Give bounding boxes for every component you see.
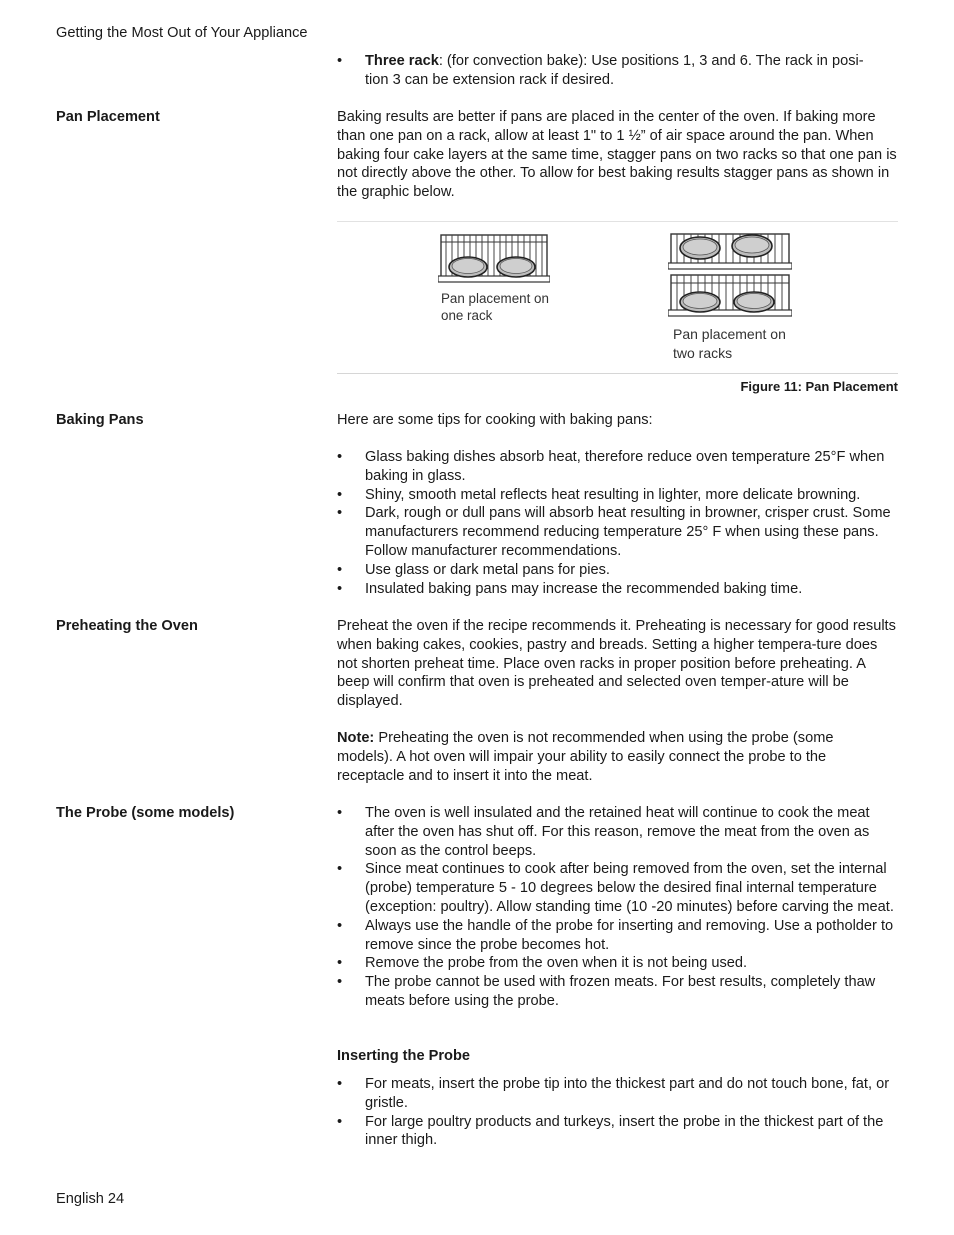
probe-list	[337, 804, 899, 1011]
baking-pans-list	[337, 448, 897, 598]
section-title-pan-placement: Pan Placement	[56, 109, 160, 125]
intro-section	[337, 52, 899, 90]
figure-title: Figure 11: Pan Placement	[740, 379, 898, 394]
list-item: • For large poultry products and turkeys, insert the probe in the thickest part of the inner thigh.	[337, 1113, 897, 1151]
page-footer: English 24	[56, 1191, 125, 1207]
one-rack-illustration	[438, 232, 550, 286]
bullet-bold-label: Three rack	[365, 53, 439, 69]
preheating-note	[337, 729, 877, 785]
bullet-text: : (for convection bake): Use positions 1, 3 and 6. The rack in posi- tion 3 can be extension rack if desired.	[365, 53, 864, 88]
list-item: • For meats, insert the probe tip into the thickest part and do not touch bone, fat, or gristle.	[337, 1075, 897, 1113]
note-text: Preheating the oven is not recommended when using the probe (some models). A hot oven will impair your ability to easily connect the probe to the receptacle and to insert it into the meat.	[337, 730, 834, 784]
list-item: • The oven is well insulated and the retained heat will continue to cook the meat after the oven has shut off. For this reason, remove the meat from the oven as soon as the control beeps.	[337, 804, 899, 860]
two-rack-illustration	[668, 231, 792, 319]
note-paragraph	[337, 729, 877, 785]
list-item: • Shiny, smooth metal reflects heat resulting in lighter, more delicate browning.	[337, 486, 897, 505]
pan-placement-text	[337, 108, 901, 202]
list-item	[337, 52, 899, 90]
list-item: • Glass baking dishes absorb heat, therefore reduce oven temperature 25°F when baking in glass.	[337, 448, 897, 486]
list-item: • Use glass or dark metal pans for pies.	[337, 561, 897, 580]
paragraph: Preheat the oven if the recipe recommends it. Preheating is necessary for good results when baking cakes, cookies, pastry and breads. Setting a higher tempera-ture does not shorten preheat time. Place oven racks in proper position before preheating. A beep will confirm that oven is preheated and selected oven temper-ature will be displayed.	[337, 618, 896, 710]
section-title-baking-pans: Baking Pans	[56, 412, 144, 428]
section-title-probe: The Probe (some models)	[56, 805, 235, 821]
list-item: • Since meat continues to cook after being removed from the oven, set the internal (probe) temperature 5 - 10 degrees below the desired final internal temperature (exception: poultry). Allow standing time (10 -20 minutes) before carving the meat.	[337, 860, 899, 916]
list-item: • The probe cannot be used with frozen meats. For best results, completely thaw meats before using the probe.	[337, 973, 899, 1011]
section-title-preheating: Preheating the Oven	[56, 618, 198, 634]
subheading-inserting-probe: Inserting the Probe	[337, 1048, 470, 1064]
paragraph: Here are some tips for cooking with baking pans:	[337, 412, 653, 428]
list-item: • Always use the handle of the probe for inserting and removing. Use a potholder to remove since the probe becomes hot.	[337, 917, 899, 955]
figure-frame	[337, 221, 898, 374]
insert-probe-list	[337, 1075, 897, 1150]
list-item: • Insulated baking pans may increase the recommended baking time.	[337, 580, 897, 599]
caption-two-racks: Pan placement on two racks	[673, 326, 786, 361]
list-item: • Remove the probe from the oven when it is not being used.	[337, 954, 899, 973]
baking-pans-intro	[337, 411, 899, 430]
caption-one-rack: Pan placement on one rack	[441, 291, 549, 323]
note-label: Note:	[337, 730, 375, 746]
list-item: • Dark, rough or dull pans will absorb heat resulting in browner, crisper crust. Some manufacturers recommend reducing temperature 25° F when using these pans. Follow manufacturer recommendations.	[337, 504, 897, 560]
paragraph: Baking results are better if pans are placed in the center of the oven. If baking more than one pan on a rack, allow at least 1" to 1 ½” of air space around the pan. When baking four cake layers at the same time, stagger pans on two racks so that one pan is not directly above the other. To allow for best baking results stagger pans as shown in the graphic below.	[337, 109, 897, 201]
page-header: Getting the Most Out of Your Appliance	[56, 25, 308, 41]
preheating-text	[337, 617, 901, 711]
